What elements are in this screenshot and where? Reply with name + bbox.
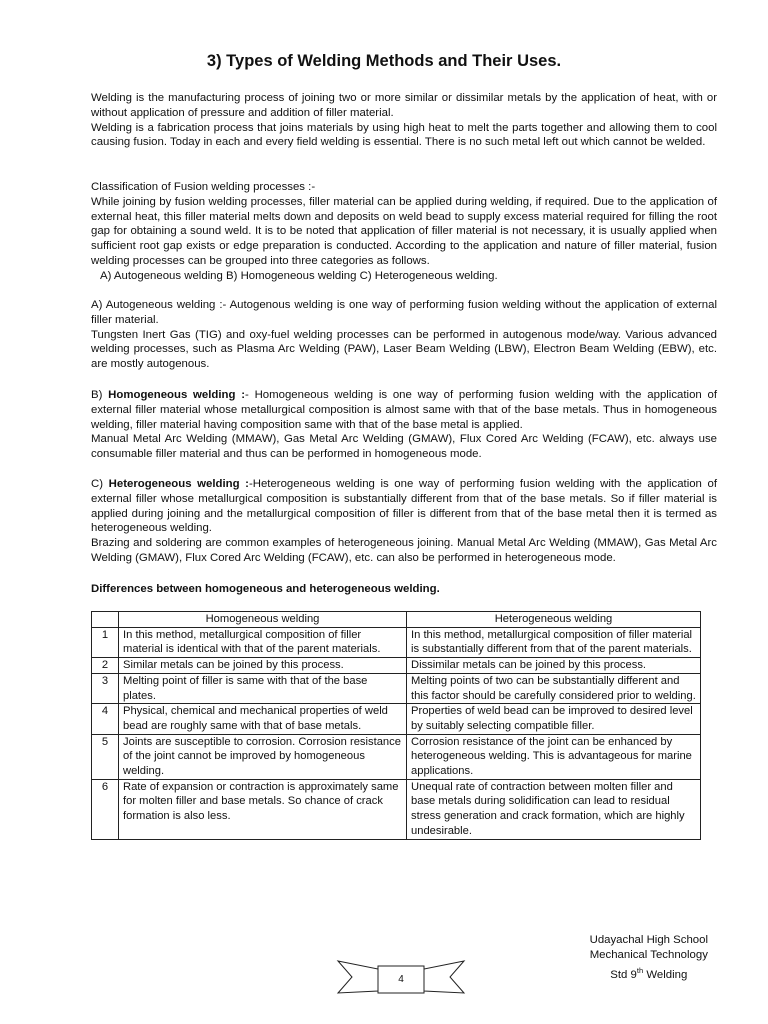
row-number: 4 <box>92 704 119 734</box>
differences-table <box>91 611 701 840</box>
classification-heading: Classification of Fusion welding processes :- <box>91 181 316 193</box>
table-header-row <box>92 612 701 628</box>
classification-section <box>91 180 717 284</box>
row-number: 1 <box>92 627 119 657</box>
homogeneous-cell: Similar metals can be joined by this process. <box>119 658 407 674</box>
homogeneous-def-text: - Homogeneous welding is one way of performing fusion welding with the application of external filler material whose metallurgical composition is almost same with that of the base metals. Thus in homogeneous welding, filler material having composition same with that of the base metal is applied. <box>91 389 718 431</box>
column-header-heterogeneous: Heterogeneous welding <box>407 612 701 628</box>
table-row <box>92 704 701 734</box>
row-number: 3 <box>92 673 119 703</box>
autogeneous-section <box>91 298 717 372</box>
homogeneous-heading: Homogeneous welding : <box>108 389 246 401</box>
homogeneous-cell: Rate of expansion or contraction is approximately same for molten filler and base metals. So chance of crack formation is also less. <box>119 779 407 839</box>
table-row <box>92 627 701 657</box>
intro-section <box>91 91 717 150</box>
footer-subject: Mechanical Technology <box>589 949 708 961</box>
row-number: 2 <box>92 658 119 674</box>
homogeneous-text: Manual Metal Arc Welding (MMAW), Gas Metal Arc Welding (GMAW), Flux Cored Arc Welding (FCAW), etc. always use consumable filler material and thus can be performed in homogeneous mode. <box>91 433 717 461</box>
footer-info <box>590 933 708 983</box>
classification-text: While joining by fusion welding processes, filler material can be applied during welding, if required. Due to the application of external heat, this filler material melts down and deposits on weld bead to supply excess material required for filling the root gap for obtaining a sound weld. It is to be noted that application of filler material is not necessary, it is usually applied when sufficient root gap exists or edge preparation is conducted. According to the application and nature of filler material, fusion welding processes can be grouped into three categories as follows. <box>91 195 717 267</box>
footer-school: Udayachal High School <box>589 934 708 946</box>
homogeneous-label: B) <box>91 389 103 401</box>
table-row <box>92 658 701 674</box>
classification-categories: A) Autogeneous welding B) Homogeneous welding C) Heterogeneous welding. <box>100 269 498 282</box>
autogeneous-text: Tungsten Inert Gas (TIG) and oxy-fuel welding processes can be performed in autogenous mode/way. Various advanced welding processes, such as Plasma Arc Welding (PAW), Laser Beam Welding (LBW), Electron Beam Welding (EBW), etc. are mostly autogenous. <box>91 328 717 371</box>
heterogeneous-cell: Corrosion resistance of the joint can be enhanced by heterogeneous welding. This is advantageous for marine applications. <box>407 734 701 779</box>
heterogeneous-cell: Unequal rate of contraction between molten filler and base metals during solidification can lead to residual stress generation and crack formation, which are highly undesirable. <box>407 779 701 839</box>
table-row <box>92 734 701 779</box>
heterogeneous-def-text: -Heterogeneous welding is one way of performing fusion welding with the application of external filler whose metallurgical composition is substantially different from that of the base metals. So if filler material is applied during joining and the metallurgical composition of filler is different from that of the base metal then it is termed as heterogeneous welding. <box>91 478 717 535</box>
footer-standard <box>590 963 708 983</box>
heterogeneous-cell: Properties of weld bead can be improved to desired level by suitably selecting compatible filler. <box>407 704 701 734</box>
row-number: 5 <box>92 734 119 779</box>
row-number: 6 <box>92 779 119 839</box>
heterogeneous-section <box>91 477 717 566</box>
intro-paragraph-2: Welding is a fabrication process that joins materials by using high heat to melt the parts together and allowing them to cool causing fusion. Today in each and every field welding is essential. There is no such metal left out which cannot be welded. <box>91 121 717 149</box>
footer-std-suffix: Welding <box>643 968 688 981</box>
heterogeneous-cell: Melting points of two can be substantially different and this factor should be carefully considered prior to welding. <box>407 673 701 703</box>
homogeneous-cell: Melting point of filler is same with that of the base plates. <box>119 673 407 703</box>
autogeneous-definition: A) Autogeneous welding :- Autogenous welding is one way of performing fusion welding without the application of external filler material. <box>91 299 717 326</box>
homogeneous-section <box>91 388 717 462</box>
heterogeneous-definition <box>91 477 717 536</box>
heterogeneous-cell: Dissimilar metals can be joined by this process. <box>407 658 701 674</box>
footer-std-sup: th <box>636 966 644 975</box>
heterogeneous-text: Brazing and soldering are common examples of heterogeneous joining. Manual Metal Arc Welding (MMAW), Gas Metal Arc Welding (GMAW), Flux Cored Arc Welding (FCAW), etc. can also be performed in heterogeneous mode. <box>91 537 717 564</box>
intro-paragraph-1: Welding is the manufacturing process of joining two or more similar or dissimilar metals by the application of heat, with or without application of pressure and addition of filler material. <box>91 92 717 119</box>
column-header-number <box>92 612 119 628</box>
homogeneous-cell: Joints are susceptible to corrosion. Corrosion resistance of the joint cannot be improved by homogeneous welding. <box>119 734 407 779</box>
footer-std-prefix: Std 9 <box>610 968 637 981</box>
table-row <box>92 673 701 703</box>
page-number: 4 <box>398 974 404 985</box>
column-header-homogeneous: Homogeneous welding <box>119 612 407 628</box>
homogeneous-definition <box>91 388 717 432</box>
table-heading: Differences between homogeneous and heterogeneous welding. <box>91 583 440 595</box>
table-row <box>92 779 701 839</box>
homogeneous-cell: Physical, chemical and mechanical properties of weld bead are roughly same with that of base metals. <box>119 704 407 734</box>
heterogeneous-label: C) <box>91 478 104 490</box>
homogeneous-cell: In this method, metallurgical composition of filler material is identical with that of the parent materials. <box>119 627 407 657</box>
heterogeneous-cell: In this method, metallurgical composition of filler material is substantially different from that of the parent materials. <box>407 627 701 657</box>
page-title: 3) Types of Welding Methods and Their Uses. <box>206 52 562 70</box>
heterogeneous-heading: Heterogeneous welding : <box>108 478 249 490</box>
